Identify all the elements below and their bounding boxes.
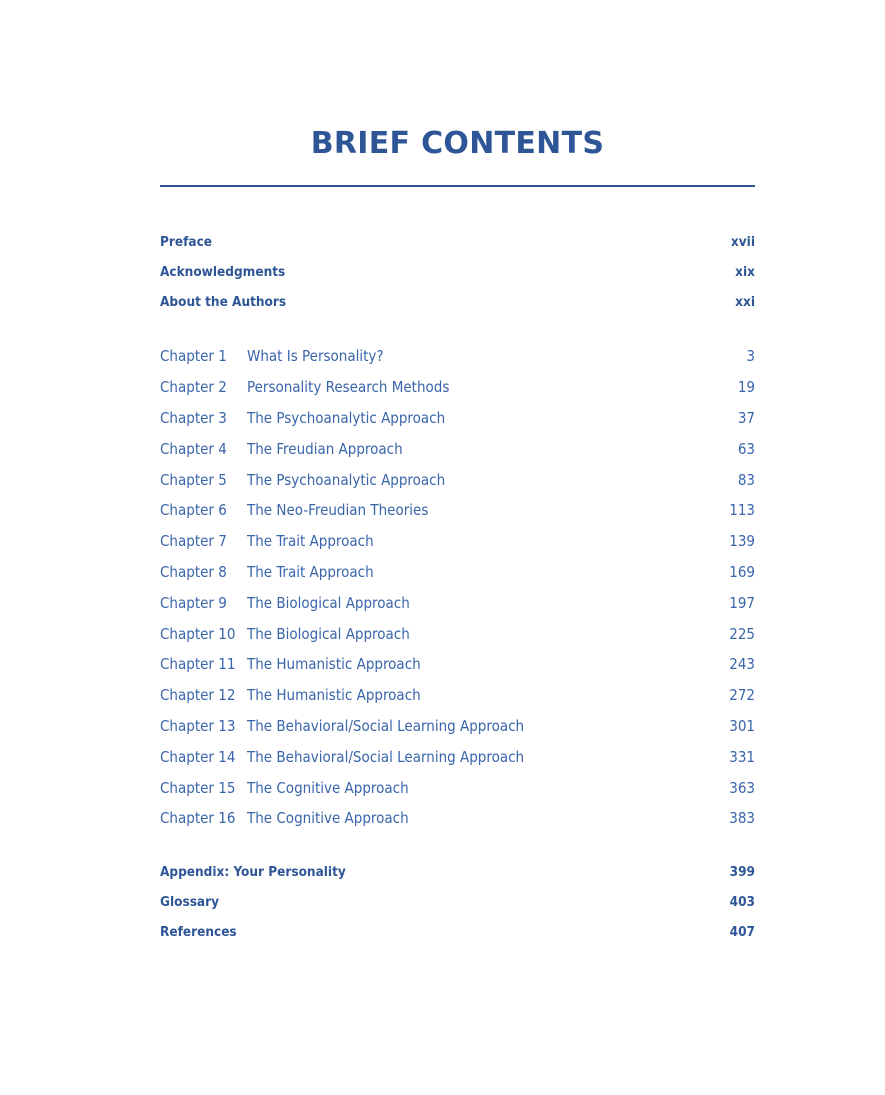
chapter-number: Chapter 15 [160,778,236,797]
chapter-page: 331 [729,747,755,766]
chapter-page: 243 [729,655,755,674]
toc-entry-page: 399 [729,864,755,880]
toc-chapter-16[interactable] [160,803,755,834]
title-divider [160,185,755,187]
toc-entry-page: 403 [729,894,755,910]
chapter-title: The Cognitive Approach [247,809,409,828]
toc-chapter-9[interactable] [160,587,755,618]
chapter-page: 197 [729,593,755,612]
chapter-title: What Is Personality? [247,347,384,366]
chapter-number: Chapter 14 [160,747,236,766]
toc-entry-label: Preface [160,234,213,250]
chapter-page: 272 [729,686,755,705]
toc-entry-preface[interactable] [160,227,755,257]
chapter-number: Chapter 5 [160,470,227,489]
toc-entry-glossary[interactable] [160,887,755,917]
chapter-page: 63 [737,439,755,458]
front-matter-list [160,227,755,317]
chapter-page: 37 [737,408,755,427]
chapter-page: 225 [729,624,755,643]
chapter-title: The Behavioral/Social Learning Approach [247,747,525,766]
chapter-title: The Trait Approach [247,562,374,581]
toc-chapter-3[interactable] [160,403,755,434]
chapter-page: 113 [729,501,755,520]
toc-entry-acknowledgments[interactable] [160,257,755,287]
chapter-number: Chapter 1 [160,347,227,366]
chapter-number: Chapter 13 [160,716,236,735]
chapter-number: Chapter 2 [160,378,227,397]
toc-chapter-5[interactable] [160,464,755,495]
chapter-title: The Behavioral/Social Learning Approach [247,716,525,735]
toc-chapter-2[interactable] [160,372,755,403]
chapter-number: Chapter 7 [160,532,227,551]
chapter-title: The Psychoanalytic Approach [247,470,446,489]
chapter-number: Chapter 9 [160,593,227,612]
toc-entry-references[interactable] [160,917,755,947]
toc-entry-page: xxi [735,294,755,310]
chapter-number: Chapter 10 [160,624,236,643]
toc-entry-page: xix [735,264,755,280]
toc-chapter-10[interactable] [160,618,755,649]
chapter-title: The Humanistic Approach [247,686,421,705]
chapter-title: The Cognitive Approach [247,778,409,797]
chapter-number: Chapter 8 [160,562,227,581]
chapter-title: Personality Research Methods [247,378,450,397]
toc-chapter-14[interactable] [160,741,755,772]
toc-chapter-8[interactable] [160,557,755,588]
toc-chapter-4[interactable] [160,433,755,464]
chapter-number: Chapter 6 [160,501,227,520]
chapter-number: Chapter 16 [160,809,236,828]
chapter-page: 3 [746,347,755,366]
chapter-number: Chapter 3 [160,408,227,427]
chapter-page: 83 [737,470,755,489]
toc-chapter-12[interactable] [160,680,755,711]
chapter-title: The Freudian Approach [247,439,403,458]
chapter-title: The Trait Approach [247,532,374,551]
chapter-page: 363 [729,778,755,797]
toc-entry-page: 407 [729,924,755,940]
chapter-page: 301 [729,716,755,735]
toc-chapter-6[interactable] [160,495,755,526]
chapter-number: Chapter 11 [160,655,236,674]
chapter-page: 169 [729,562,755,581]
toc-chapter-13[interactable] [160,711,755,742]
toc-entry-about-authors[interactable] [160,287,755,317]
page-title: BRIEF CONTENTS [310,126,605,161]
toc-chapter-11[interactable] [160,649,755,680]
chapter-page: 383 [729,809,755,828]
chapter-page: 139 [729,532,755,551]
chapter-page: 19 [737,378,755,397]
toc-chapter-7[interactable] [160,526,755,557]
toc-chapter-1[interactable] [160,341,755,372]
chapter-title: The Biological Approach [247,624,410,643]
toc-entry-page: xvii [730,234,755,250]
chapter-title: The Neo-Freudian Theories [247,501,429,520]
toc-entry-label: References [160,924,237,940]
toc-chapter-15[interactable] [160,772,755,803]
chapter-title: The Humanistic Approach [247,655,421,674]
chapter-list [160,341,755,834]
toc-entry-appendix[interactable] [160,857,755,887]
chapter-number: Chapter 4 [160,439,227,458]
toc-entry-label: About the Authors [160,294,287,310]
toc-entry-label: Acknowledgments [160,264,286,280]
chapter-title: The Biological Approach [247,593,410,612]
toc-entry-label: Appendix: Your Personality [160,864,346,880]
chapter-number: Chapter 12 [160,686,236,705]
back-matter-list [160,857,755,947]
toc-entry-label: Glossary [160,894,220,910]
chapter-title: The Psychoanalytic Approach [247,408,446,427]
